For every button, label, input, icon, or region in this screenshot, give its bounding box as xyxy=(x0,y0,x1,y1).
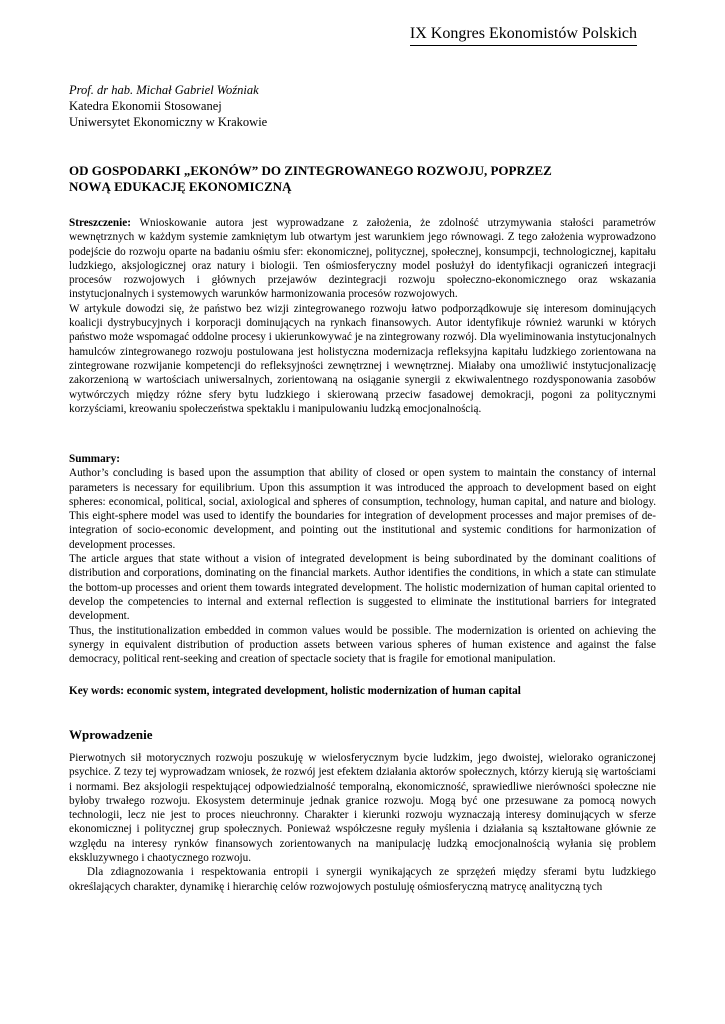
author-block xyxy=(69,82,267,130)
abstract-polish-paragraph-1 xyxy=(69,216,656,302)
introduction-paragraph-1: Pierwotnych sił motorycznych rozwoju poszukuję w wielosferycznym bycie ludzkim, jego dwoistej, wielorako ograniczonej psychice. Z tezy tej wyprowadzam wniosek, że rozwój jest efektem działania aktorów społecznych, którzy kierują się wartościami i normami. Bez aksjologii respektującej odpowiedzialność temporalną, ekonomiczność, sprawiedliwe nierówności społeczne nie byłoby trwałego rozwoju. Ekosystem determinuje jednak granice rozwoju. Mogą być one przesuwane za pomocą nowych technologii, lecz nie jest to proces nieuchronny. Charakter i kierunki rozwoju wyznaczają interesy dominujących w sferze ekonomicznej i politycznej grup społecznych. Ponieważ współczesne reguły myślenia i działania są kształtowane głównie ze względu na interesy rynków finansowych zorientowanych na manipulację ludzką emocjonalnością wyłania się problem ekskluzywnego i chaotycznego rozwoju. xyxy=(69,752,656,865)
introduction-body xyxy=(69,751,656,894)
abstract-polish xyxy=(69,216,656,416)
author-name: Prof. dr hab. Michał Gabriel Woźniak xyxy=(69,83,259,97)
abstract-english-paragraph-3: Thus, the institutionalization embedded in common values would be possible. The modernization is oriented on achieving the synergy in equivalent distribution of production assets between various spheres of human existence and against the false democracy, political rent-seeking and creation of spectacle society that is fragile for emotional manipulation. xyxy=(69,624,656,666)
abstract-english-label: Summary: xyxy=(69,453,120,465)
abstract-polish-text-1: Wnioskowanie autora jest wyprowadzane z założenia, że zdolność utrzymywania stałości parametrów wewnętrznych w każdym systemie zamkniętym lub otwartym jest warunkiem jego równowagi. Z tego założenia wyprowadzono podejście do rozwoju oparte na badaniu ośmiu sfer: ekonomicznej, politycznej, społecznej, konsumpcji, technologicznej, kapitału ludzkiego, aksjologicznej oraz natury i biologii. Ten ośmiosferyczny model posłużył do identyfikacji ograniczeń integracji procesów rozwojowych i głównych przejawów dezintegracji rozwoju społeczno-ekonomicznego oraz wskazania instytucjonalnych i systemowych warunków harmonizowania procesów rozwojowych. xyxy=(69,217,656,301)
paper-title-line-2: NOWĄ EDUKACJĘ EKONOMICZNĄ xyxy=(69,179,292,194)
abstract-polish-label: Streszczenie: xyxy=(69,217,131,229)
paper-title xyxy=(69,163,659,195)
introduction-paragraph-2: Dla zdiagnozowania i respektowania entropii i synergii wynikających ze sprzężeń między sferami bytu ludzkiego określających charakter, dynamikę i hierarchię celów rozwojowych postuluję ośmiosferyczną matrycę analityczną tych xyxy=(69,866,656,893)
abstract-english xyxy=(69,452,656,666)
author-department: Katedra Ekonomii Stosowanej xyxy=(69,99,222,113)
abstract-english-paragraph-2: The article argues that state without a vision of integrated development is being subordinated by the dominant coalitions of distribution and corporations, dominating on the financial markets. Author identifies the conditions, in which a state can stimulate the bottom-up processes and orient them towards integrated development. The holistic modernization of human capital oriented to develop the competencies to internal and external reflection is suggested to eliminate the institutional barriers for integrated development. xyxy=(69,553,656,623)
author-university: Uniwersytet Ekonomiczny w Krakowie xyxy=(69,115,268,129)
abstract-polish-paragraph-2: W artykule dowodzi się, że państwo bez wizji zintegrowanego rozwoju łatwo podporządkowuje się interesom dominujących koalicji dystrybucyjnych i korporacji dominujących na rynkach finansowych. Autor identyfikuje również warunki w których państwo może wspomagać oddolne procesy i ukierunkowywać je na zintegrowany rozwój. Dla wyeliminowania instytucjonalnych hamulców zintegrowanego rozwoju postulowana jest holistyczna modernizacja refleksyjna kapitału ludzkiego zorientowana na zintegrowane rozwijanie kompetencji do refleksyjności zewnętrznej i wewnętrznej. Miałaby ona umożliwić instytucjonalizację zakorzenioną w wartościach uniwersalnych, zorientowaną na osiąganie synergii z ekwiwalentnego rozdysponowania zasobów wytwórczych między różne sfery bytu ludzkiego i skierowaną przeciw fasadowej demokracji, pogoni za politycznymi korzyściami, kreowaniu społeczeństwa spektaklu i manipulowaniu ludzką emocjonalnością. xyxy=(69,302,656,415)
paper-title-line-1: OD GOSPODARKI „EKONÓW” DO ZINTEGROWANEGO ROZWOJU, POPRZEZ xyxy=(69,163,552,178)
keywords: Key words: economic system, integrated development, holistic modernization of human capital xyxy=(69,685,521,697)
abstract-english-paragraph-1: Author’s concluding is based upon the assumption that ability of closed or open system to maintain the constancy of internal parameters is necessary for equilibrium. Upon this assumption it was introduced the approach to development based on eight spheres: economical, political, social, axiological and spheres of consumption, technology, human capital, and nature and biology. This eight-sphere model was used to identify the boundaries for integration of development processes and major premises of de-integration of socio-economic development, and pointing out the institutional and systemic conditions for harmonization of development processes. xyxy=(69,467,656,551)
section-heading-introduction: Wprowadzenie xyxy=(69,727,153,742)
conference-header: IX Kongres Ekonomistów Polskich xyxy=(410,24,637,46)
